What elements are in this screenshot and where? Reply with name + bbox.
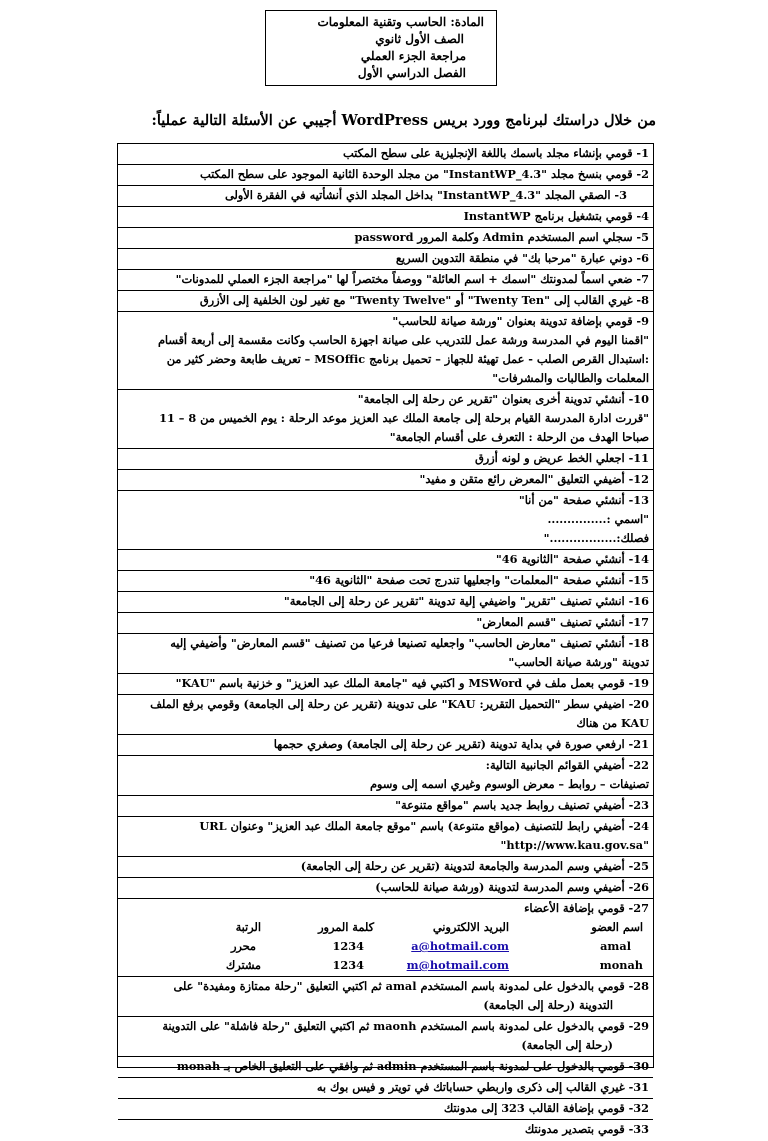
task-text: التدوينة (رحلة إلى الجامعة) xyxy=(483,998,613,1012)
member-role: مشترك xyxy=(225,958,261,972)
task-text: KAU من هناك xyxy=(576,716,649,730)
term-line: الفصل الدراسي الأول xyxy=(357,66,466,80)
task-text: 30- قومي بالدخول على لمدونة باسم المستخدم admin ثم وافقي على التعليق الخاص بـ monah xyxy=(176,1059,649,1073)
subject-header-box xyxy=(265,10,497,86)
task-text: 11- اجعلي الخط عريض و لونه أزرق xyxy=(474,451,649,465)
task-row-7 xyxy=(118,270,653,291)
task-row-22 xyxy=(118,756,653,796)
task-text: 8- غيري القالب إلى "Twenty Ten" أو "Twenty Twelve" مع تغير لون الخلفية إلى الأزرق xyxy=(199,293,649,307)
task-text: 18- أنشئي تصنيف "معارض الحاسب" واجعليه تصنيعا فرعيا من تصنيف "قسم المعارض" وأضيفي إليه xyxy=(170,636,649,650)
task-text: صباحا الهدف من الرحلة : التعرف على أقسام الجامعة" xyxy=(389,430,649,444)
member-role: محرر xyxy=(230,939,256,953)
task-text: 25- أضيفي وسم المدرسة والجامعة لتدوينة (تقرير عن رحلة إلى الجامعة) xyxy=(300,859,649,873)
review-line: مراجعة الجزء العملي xyxy=(360,49,466,63)
task-text: :استبدال القرص الصلب - عمل تهيئة للجهاز – تحميل برنامج MSOffic – تعريف طابعة وحضر كثير من xyxy=(166,352,649,366)
task-text: 9- قومي بإضافة تدوينة بعنوان "ورشة صيانة للحاسب" xyxy=(392,314,649,328)
members-table-header xyxy=(120,918,649,937)
task-text: تصنيفات – روابط – معرض الوسوم وغيري اسمه إلى وسوم xyxy=(369,777,649,791)
task-row-11 xyxy=(118,449,653,470)
member-name: monah xyxy=(599,958,643,972)
task-row-8 xyxy=(118,291,653,312)
task-row-33 xyxy=(118,1120,653,1141)
task-text: 29- قومي بالدخول على لمدونة باسم المستخدم maonh ثم اكتبي التعليق "رحلة فاشلة" على التدوينة xyxy=(162,1019,649,1033)
task-row-12 xyxy=(118,470,653,491)
task-text: 1- قومي بإنشاء مجلد باسمك باللغة الإنجليزية على سطح المكتب xyxy=(343,146,649,160)
task-text: فصلك:................." xyxy=(543,531,649,545)
member-password: 1234 xyxy=(332,958,364,972)
task-text: "اقمنا اليوم في المدرسة ورشة عمل للتدريب على صيانة اجهزة الحاسب وكانت مقسمة إلى أربعة أقسام xyxy=(157,333,649,347)
task-row-9 xyxy=(118,312,653,390)
task-text: 20- اضيفي سطر "التحميل التقرير: KAU" على تدوينة (تقرير عن رحلة إلى الجامعة) وقومي برفع الملف xyxy=(150,697,649,711)
task-row-30 xyxy=(118,1057,653,1078)
task-text: 5- سجلي اسم المستخدم Admin وكلمة المرور password xyxy=(354,230,649,244)
task-text: 6- دوني عبارة "مرحبا بك" في منطقة التدوين السريع xyxy=(395,251,649,265)
task-row-28 xyxy=(118,977,653,1017)
task-text: تدوينة "ورشة صيانة الحاسب" xyxy=(508,655,649,669)
task-row-31 xyxy=(118,1078,653,1099)
member-row xyxy=(120,937,649,956)
task-row-5 xyxy=(118,228,653,249)
task-text: 27- قومي بإضافة الأعضاء xyxy=(524,901,649,915)
task-text: 32- قومي بإضافة القالب 323 إلى مدونتك xyxy=(443,1101,649,1115)
member-row xyxy=(120,956,649,975)
task-row-4 xyxy=(118,207,653,228)
task-text: 28- قومي بالدخول على لمدونة باسم المستخدم amal ثم اكتبي التعليق "رحلة ممتازة ومفيدة" على xyxy=(173,979,649,993)
task-text: 16- انشئي تصنيف "تقرير" واضيفي إلية تدوينة "تقرير عن رحلة إلى الجامعة" xyxy=(283,594,649,608)
task-text: 33- قومي بتصدير مدونتك xyxy=(524,1122,649,1136)
member-password: 1234 xyxy=(332,939,364,953)
task-text: 17- أنشئي تصنيف "قسم المعارض" xyxy=(476,615,649,629)
task-text: 13- أنشئي صفحة "من أنا" xyxy=(518,493,649,507)
subject-line: المادة: الحاسب وتقنية المعلومات xyxy=(317,15,484,29)
task-row-21 xyxy=(118,735,653,756)
task-text: 15- أنشئي صفحة "المعلمات" واجعليها تندرج تحت صفحة "الثانوية 46" xyxy=(309,573,649,587)
task-row-25 xyxy=(118,857,653,878)
task-row-19 xyxy=(118,674,653,695)
task-row-26 xyxy=(118,878,653,899)
task-text: 12- أضيفي التعليق "المعرض رائع متقن و مفيد" xyxy=(419,472,649,486)
member-password-header: كلمة المرور xyxy=(318,920,374,934)
task-text: 14- أنشئي صفحة "الثانوية 46" xyxy=(495,552,649,566)
task-text: 31- غيري القالب إلى ذكرى واربطي حساباتك في تويتر و فيس بوك به xyxy=(316,1080,649,1094)
task-text: 21- ارفعي صورة في بداية تدوينة (تقرير عن رحلة إلى الجامعة) وصغري حجمها xyxy=(273,737,649,751)
member-name-header: اسم العضو xyxy=(591,920,643,934)
task-row-15 xyxy=(118,571,653,592)
task-row-3 xyxy=(118,186,653,207)
intro-instruction: من خلال دراستك لبرنامج وورد بريس WordPress أجيبي عن الأسئلة التالية عملياً: xyxy=(151,112,656,129)
task-text: "اسمي :............... xyxy=(547,512,649,526)
task-text: "http://www.kau.gov.sa" xyxy=(500,838,649,852)
task-text: 23- أضيفي تصنيف روابط جديد باسم "مواقع متنوعة" xyxy=(395,798,649,812)
task-row-13 xyxy=(118,491,653,550)
task-text: المعلمات والطالبات والمشرفات" xyxy=(492,371,649,385)
member-role-header: الرتبة xyxy=(235,920,261,934)
task-row-23 xyxy=(118,796,653,817)
task-row-32 xyxy=(118,1099,653,1120)
task-text: "قررت ادارة المدرسة القيام برحلة إلى جامعة الملك عبد العزيز موعد الرحلة : يوم الخميس من 8 – 11 xyxy=(159,411,649,425)
task-row-27 xyxy=(118,899,653,977)
task-row-17 xyxy=(118,613,653,634)
grade-line: الصف الأول ثانوي xyxy=(375,32,464,46)
member-email-header: البريد الالكتروني xyxy=(432,920,509,934)
task-row-18 xyxy=(118,634,653,674)
task-row-24 xyxy=(118,817,653,857)
task-row-29 xyxy=(118,1017,653,1057)
task-text: 7- ضعي اسماً لمدونتك "اسمك + اسم العائلة" ووصفاً مختصراً لها "مراجعة الجزء العملي للمدونات" xyxy=(175,272,649,286)
task-text: 26- أضيفي وسم المدرسة لتدوينة (ورشة صيانة للحاسب) xyxy=(375,880,649,894)
task-text: 3- الصقي المجلد "InstantWP_4.3" بداخل المجلد الذي أنشأتيه في الفقرة الأولى xyxy=(224,188,627,202)
task-text: (رحلة إلى الجامعة) xyxy=(521,1038,613,1052)
task-row-1 xyxy=(118,144,653,165)
task-row-16 xyxy=(118,592,653,613)
tasks-table xyxy=(117,143,654,1136)
task-text: 22- أضيفي القوائم الجانبية التالية: xyxy=(485,758,649,772)
task-text: 2- قومي بنسخ مجلد "InstantWP_4.3" من مجلد الوحدة الثانية الموجود على سطح المكتب xyxy=(199,167,649,181)
member-name: amal xyxy=(600,939,631,953)
task-text: 19- قومي بعمل ملف في MSWord و اكتبي فيه "جامعة الملك عبد العزيز" و خزنية باسم "KAU" xyxy=(175,676,649,690)
member-email-link[interactable]: a@hotmail.com xyxy=(411,939,509,953)
task-text: 4- قومي بتشغيل برنامج InstantWP xyxy=(463,209,649,223)
member-email-link[interactable]: m@hotmail.com xyxy=(406,958,509,972)
task-row-20 xyxy=(118,695,653,735)
task-row-10 xyxy=(118,390,653,449)
task-row-2 xyxy=(118,165,653,186)
task-text: 24- أضيفي رابط للتصنيف (مواقع متنوعة) باسم "موقع جامعة الملك عبد العزيز" وعنوان URL xyxy=(199,819,649,833)
task-text: 10- أنشئي تدوينة أخرى بعنوان "تقرير عن رحلة إلى الجامعة" xyxy=(357,392,649,406)
task-row-14 xyxy=(118,550,653,571)
task-row-6 xyxy=(118,249,653,270)
